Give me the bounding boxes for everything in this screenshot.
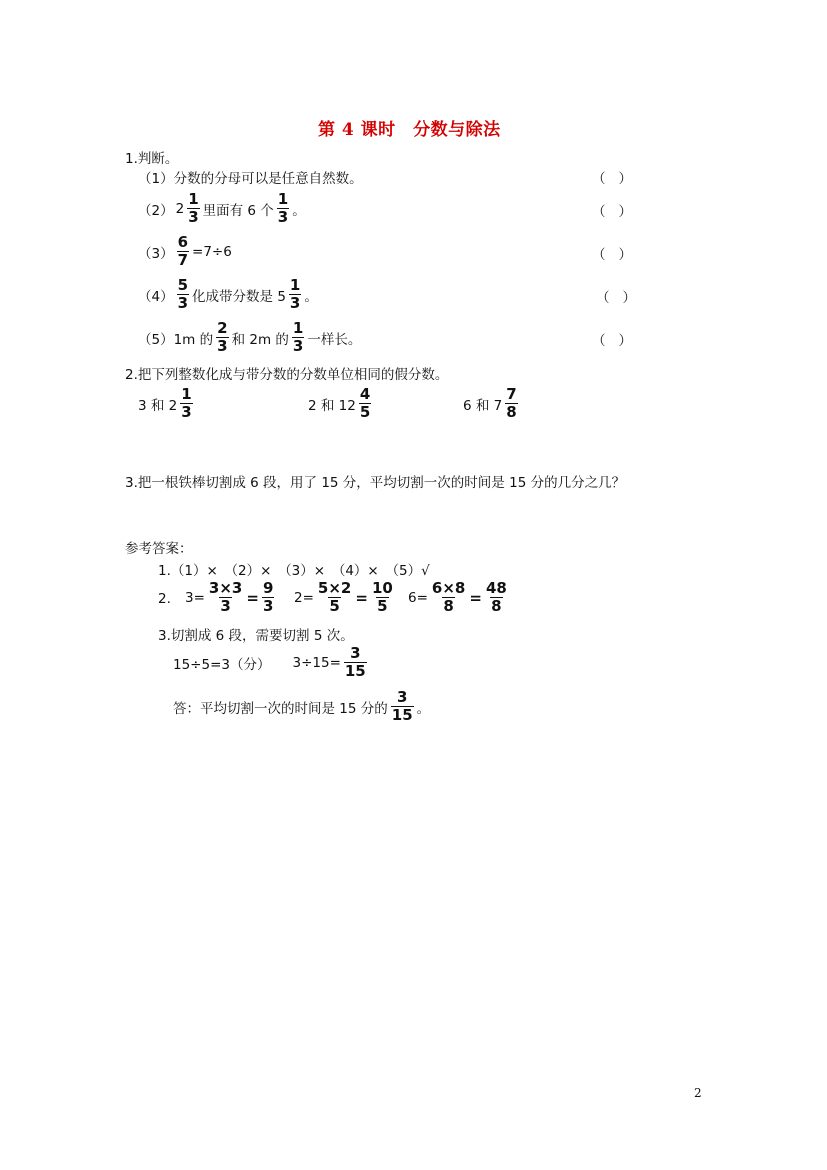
q1-item-1: （1）分数的分母可以是任意自然数。 bbox=[138, 171, 363, 187]
answer-2-label: 2. bbox=[158, 591, 171, 607]
fraction: $\frac{5\times 2}{5}$ bbox=[317, 579, 352, 615]
fraction: $\frac{3}{15}$ bbox=[391, 688, 413, 724]
fraction: $\frac{2}{3}$ bbox=[217, 319, 228, 355]
q1-item-4: （4） $\frac{5}{3}$ 化成带分数是 5 $\frac{1}{3}$ 。 bbox=[138, 276, 318, 312]
q1-item-2-answer-blank: （ ） bbox=[592, 204, 632, 220]
q2-item-a: 3 和 2 $\frac{1}{3}$ bbox=[138, 385, 192, 421]
fraction: $\frac{1}{3}$ bbox=[188, 190, 199, 226]
fraction: $\frac{10}{5}$ bbox=[371, 579, 393, 615]
q1-item-5-answer-blank: （ ） bbox=[592, 333, 632, 349]
fraction: $\frac{6}{7}$ bbox=[177, 233, 189, 269]
page-title: 第 4 课时 分数与除法 bbox=[318, 120, 501, 140]
fraction: $\frac{1}{3}$ bbox=[289, 276, 301, 312]
fraction: $\frac{5}{3}$ bbox=[177, 276, 189, 312]
q1-item-5: （5）1m 的 $\frac{2}{3}$ 和 2m 的 $\frac{1}{3}$ 一样长。 bbox=[138, 319, 362, 355]
answer-3-line-1: 3.切割成 6 段，需要切割 5 次。 bbox=[158, 628, 354, 644]
q1-item-2: （2） 2 $\frac{1}{3}$ 里面有 6 个 $\frac{1}{3}$ 。 bbox=[138, 190, 306, 226]
fraction: $\frac{6\times 8}{8}$ bbox=[431, 579, 466, 615]
q1-item-4-answer-blank: （ ） bbox=[596, 290, 636, 306]
fraction: $\frac{48}{8}$ bbox=[485, 579, 507, 615]
answers-heading: 参考答案： bbox=[125, 541, 193, 557]
q1-heading: 1.判断。 bbox=[125, 151, 179, 167]
fraction: $\frac{3}{15}$ bbox=[344, 644, 366, 680]
answer-2-part-1: 3= $\frac{3\times 3}{3}$ = $\frac{9}{3}$ bbox=[185, 579, 274, 615]
q2-item-b: 2 和 12 $\frac{4}{5}$ bbox=[308, 385, 371, 421]
answer-3-line-3: 答：平均切割一次的时间是 15 分的 $\frac{3}{15}$ 。 bbox=[173, 688, 431, 724]
q3-text: 3.把一根铁棒切割成 6 段，用了 15 分，平均切割一次的时间是 15 分的几分之几？ bbox=[125, 475, 626, 491]
fraction: $\frac{9}{3}$ bbox=[262, 579, 274, 615]
fraction: $\frac{1}{3}$ bbox=[292, 319, 304, 355]
fraction: $\frac{1}{3}$ bbox=[277, 190, 289, 226]
answer-2-part-2: 2= $\frac{5\times 2}{5}$ = $\frac{10}{5}$ bbox=[294, 579, 393, 615]
q1-item-3-answer-blank: （ ） bbox=[592, 247, 632, 263]
fraction: $\frac{7}{8}$ bbox=[506, 385, 517, 421]
q2-item-c: 6 和 7 $\frac{7}{8}$ bbox=[463, 385, 517, 421]
q2-heading: 2.把下列整数化成与带分数的分数单位相同的假分数。 bbox=[125, 367, 449, 383]
q1-item-1-answer-blank: （ ） bbox=[592, 171, 632, 187]
fraction: $\frac{3\times 3}{3}$ bbox=[208, 579, 243, 615]
answer-3-line-2: 15÷5=3（分） 3÷15= $\frac{3}{15}$ bbox=[173, 644, 366, 680]
answer-1: 1.（1）× （2）× （3）× （4）× （5）√ bbox=[158, 563, 430, 579]
q1-item-3: （3） $\frac{6}{7}$ =7÷6 bbox=[138, 233, 232, 269]
answer-2-part-3: 6= $\frac{6\times 8}{8}$ = $\frac{48}{8}$ bbox=[408, 579, 507, 615]
page-number: 2 bbox=[694, 1086, 702, 1100]
fraction: $\frac{1}{3}$ bbox=[181, 385, 192, 421]
fraction: $\frac{4}{5}$ bbox=[359, 385, 371, 421]
